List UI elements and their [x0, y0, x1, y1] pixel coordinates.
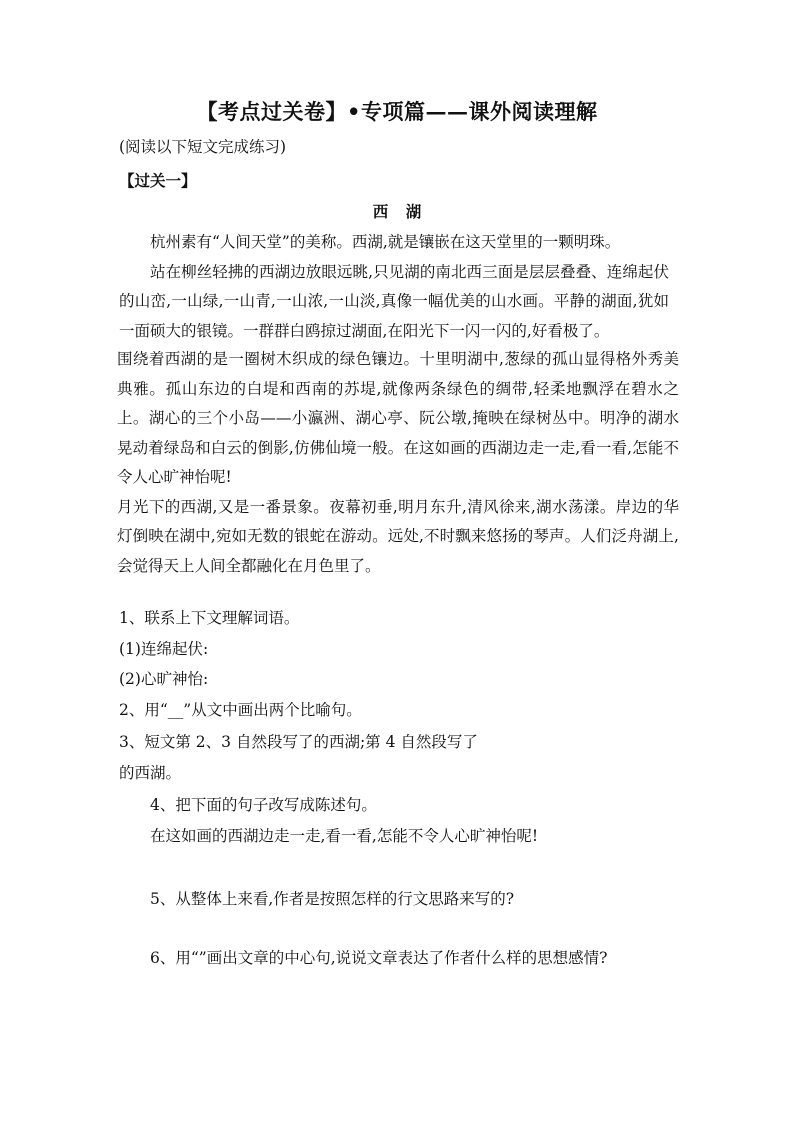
- question-3: 3、短文第 2、3 自然段写了的西湖;第 4 自然段写了: [119, 733, 478, 751]
- paragraph-2: 站在柳丝轻拂的西湖边放眼远眺,只见湖的南北西三面是层层叠叠、连绵起伏的山峦,一山绿,一山青,一山浓,一山淡,真像一幅优美的山水画。平静的湖面,犹如一面硕大的银镜。一群群白鸥掠过湖面,在阳光下一闪一闪的,好看极了。: [119, 262, 669, 340]
- passage-body: [119, 228, 669, 346]
- question-4: 4、把下面的句子改写成陈述句。: [150, 796, 377, 814]
- question-5: 5、从整体上来看,作者是按照怎样的行文思路来写的?: [150, 890, 515, 908]
- question-1: 1、联系上下文理解词语。: [119, 609, 300, 627]
- section-heading: 【过关一】: [119, 171, 197, 190]
- document-title: 【考点过关卷】•专项篇——课外阅读理解: [196, 99, 598, 124]
- passage-body-continued: [119, 345, 679, 581]
- paragraph-3: 围绕着西湖的是一圈树木织成的绿色镶边。十里明湖中,葱绿的孤山显得格外秀美典雅。孤山东边的白堤和西南的苏堤,就像两条绿色的绸带,轻柔地飘浮在碧水之上。湖心的三个小岛——小瀛洲、湖心亭、阮公墩,掩映在绿树丛中。明净的湖水晃动着绿岛和白云的倒影,仿佛仙境一般。在这如画的西湖边走一走,看一看,怎能不令人心旷神怡呢!: [117, 350, 679, 486]
- instruction-text: (阅读以下短文完成练习): [119, 138, 287, 156]
- question-2: 2、用“__”从文中画出两个比喻句。: [119, 701, 362, 719]
- question-3-continued: 的西湖。: [119, 764, 182, 782]
- passage-title: 西 湖: [372, 202, 422, 221]
- question-1-item-b: (2)心旷神怡:: [119, 670, 209, 688]
- paragraph-1: 杭州素有“人间天堂”的美称。西湖,就是镶嵌在这天堂里的一颗明珠。: [150, 233, 621, 251]
- question-1-item-a: (1)连绵起伏:: [119, 640, 209, 658]
- question-4-sentence: 在这如画的西湖边走一走,看一看,怎能不令人心旷神怡呢!: [150, 827, 539, 845]
- question-6: 6、用“”画出文章的中心句,说说文章表达了作者什么样的思想感情?: [150, 949, 608, 967]
- paragraph-4: 月光下的西湖,又是一番景象。夜幕初垂,明月东升,清风徐来,湖水荡漾。岸边的华灯倒映在湖中,宛如无数的银蛇在游动。远处,不时飘来悠扬的琴声。人们泛舟湖上,会觉得天上人间全都融化在月色里了。: [117, 497, 679, 575]
